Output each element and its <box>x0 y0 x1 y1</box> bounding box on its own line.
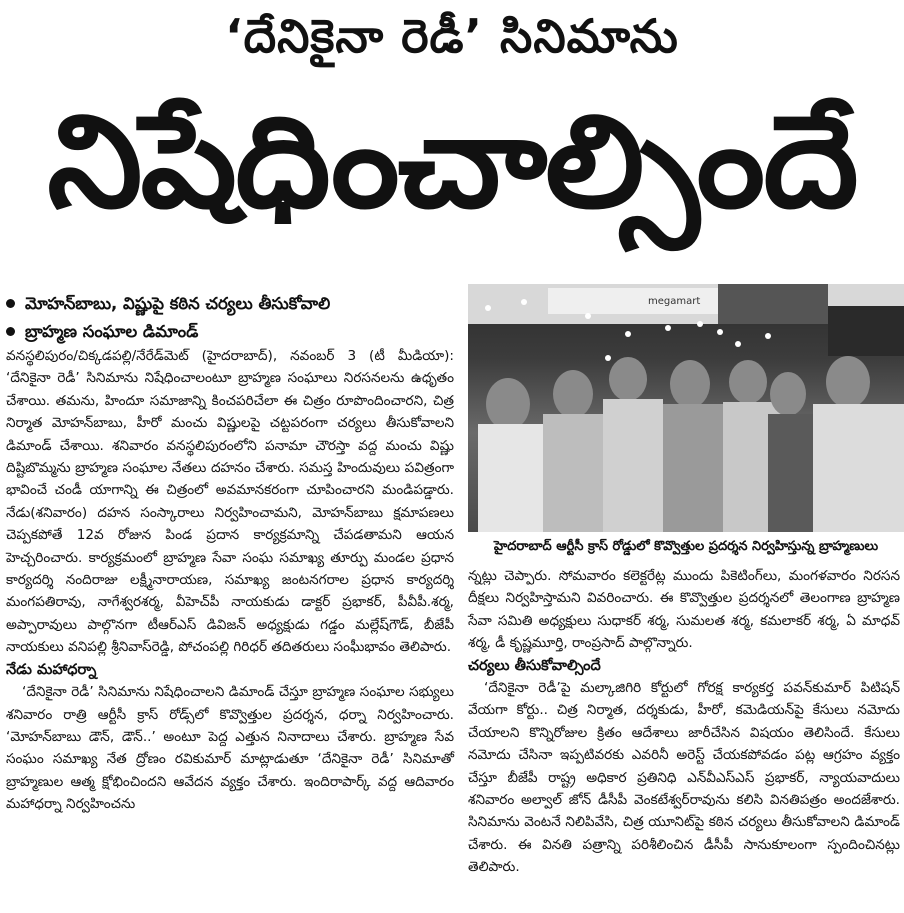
bullet-item <box>6 318 456 346</box>
left-column <box>6 345 454 816</box>
photo-signage: megamart <box>648 296 701 307</box>
body-paragraph: న్నట్లు చెప్పారు. సోమవారం కలెక్టరేట్ల ముందు పికెటింగ్‌లు, మంగళవారం నిరసన దీక్షలు నిర్వహిస్తామని వివరించారు. ఈ కొవ్వొత్తుల ప్రదర్శనలో తెలంగాణ బ్రాహ్మణ సేవా సమితి అధ్యక్షులు సుధాకర్ శర్మ, సుమలత శర్మ, కమలాకర్ శర్మ, ఏ మాధవ్ శర్మ, డీ కృష్ణమూర్తి, రాంప్రసాద్ పాల్గొన్నారు. <box>468 568 900 652</box>
candlelight-protest-image <box>468 284 904 532</box>
body-paragraph: ‘దేనికైనా రెడీ’ సినిమాను నిషేధించాలని డిమాండ్ చేస్తూ బ్రాహ్మణ సంఘాల సభ్యులు శనివారం రాత్రి ఆర్టీసీ క్రాస్ రోడ్స్‌లో కొవ్వొత్తుల ప్రదర్శన, ధర్నా నిర్వహించారు. ‘మోహన్‌బాబు డౌన్, డౌన్..’ అంటూ పెద్ద ఎత్తున నినాదాలు చేశారు. బ్రాహ్మణ సేవ సంఘం సమాఖ్య నేత ద్రోణం రవికుమార్ మాట్లాడుతూ ‘దేనికైనా రెడీ’ సినిమాతో బ్రాహ్మణుల ఆత్మ క్షోభించిందని ఆవేదన వ్యక్తం చేశారు. ఇందిరాపార్క్ వద్ద ఆదివారం మహాధర్నా నిర్వహించను <box>6 684 454 813</box>
body-paragraph: వనస్థలిపురం/చిక్కడపల్లి/నేరేడ్‌మెట్ (హైదరాబాద్), నవంబర్ 3 (టీ మీడియా): ‘దేనికైనా రెడీ’ సినిమాను నిషేధించాలంటూ బ్రాహ్మణ సంఘాలు నిరసనలను ఉధృతం చేశాయి. తమను, హిందూ సమాజాన్ని కించపరిచేలా ఈ చిత్రం రూపొందించారని, చిత్ర నిర్మాత మోహన్‌బాబు, హీరో మంచు విష్ణులపై చట్టపరంగా చర్యలు తీసుకోవాలని డిమాండ్ చేశాయి. శనివారం వనస్థలిపురంలోని పనామా చౌరస్తా వద్ద మంచు విష్ణు దిష్టిబొమ్మను బ్రాహ్మణ సంఘాల నేతలు దహనం చేశారు. సమస్త హిందువులు పవిత్రంగా భావించే చండీ యాగాన్ని ఈ చిత్రంలో అవమానకరంగా చూపించారని మండిపడ్డారు. నేడు(శనివారం) దహన సంస్కారాలు నిర్వహించామని, మోహన్‌బాబు క్షమాపణలు చెప్పకపోతే 12వ రోజున పిండ ప్రదాన కార్యక్రమాన్ని చేపడతామని ఆయన హెచ్చరించారు. కార్యక్రమంలో బ్రాహ్మణ సేవా సంఘ సమాఖ్య తూర్పు మండల ప్రధాన కార్యదర్శి నందిరాజు లక్ష్మీనారాయణ, సమాఖ్య జంటనగరాల ప్రధాన కార్యదర్శి మంగపతిరావు, నాగేశ్వరశర్మ, వీహెచ్‌పీ నాయకుడు డాక్టర్ ప్రభాకర్, పీవీపీ.శర్మ, అప్పారావులు పాల్గొనగా టీఆర్‌ఎస్ డివిజన్ అధ్యక్షుడు గడ్డం మల్లేష్‌గౌడ్, బీజేపీ నాయకులు వనిపల్లి శ్రీనివాస్‌రెడ్డి, పోచంపల్లి గిరిధర్ తదితరులు సంఘీభావం తెలిపారు. <box>6 348 454 656</box>
article-headline: నిషేధించాల్సిందే <box>47 88 857 237</box>
photo-caption: హైదరాబాద్ ఆర్టీసీ క్రాస్ రోడ్డులో కొవ్వొత్తుల ప్రదర్శన నిర్వహిస్తున్న బ్రాహ్మణులు <box>493 539 879 554</box>
summary-bullets <box>6 290 456 346</box>
subheading: చర్యలు తీసుకోవాల్సిందే <box>468 657 601 674</box>
bullet-dot-icon <box>6 327 15 336</box>
bullet-text: మోహన్‌బాబు, విష్ణుపై కఠిన చర్యలు తీసుకోవాలి <box>25 294 331 313</box>
right-column <box>468 565 900 879</box>
article-kicker: ‘దేనికైనా రెడీ’ సినిమాను <box>225 9 679 63</box>
news-photo <box>468 284 904 532</box>
bullet-text: బ్రాహ్మణ సంఘాల డిమాండ్ <box>25 322 199 341</box>
subheading: నేడు మహాధర్నా <box>6 661 97 678</box>
body-paragraph: ‘దేనికైనా రెడీ’పై మల్కాజిగిరి కోర్టులో గోరక్ష కార్యకర్త పవన్‌కుమార్ పిటిషన్ వేయగా కోర్టు.. చిత్ర నిర్మాత, దర్శకుడు, హీరో, కమెడియన్‌పై కేసులు నమోదు చేయాలని కొన్నిరోజుల క్రితం ఆదేశాలు జారీచేసిన విషయం తెలిసిందే. కేసులు నమోదు చేసినా ఇప్పటివరకు ఎవరినీ అరెస్ట్ చేయకపోవడం పట్ల ఆగ్రహం వ్యక్తం చేస్తూ బీజేపీ రాష్ట్ర అధికార ప్రతినిధి ఎన్‌వీఎస్‌ఎస్ ప్రభాకర్, న్యాయవాదులు శనివారం అల్వాల్ జోన్ డీసీపీ వెంకటేశ్వర్‌రావును కలిసి వినతిపత్రం అందజేశారు. సినిమాను వెంటనే నిలిపివేసి, చిత్ర యూనిట్‌పై కఠిన చర్యలు తీసుకోవాలని డిమాండ్ చేశారు. ఈ వినతి పత్రాన్ని పరిశీలించిన డీసీపీ సానుకూలంగా స్పందించినట్లు తెలిపారు. <box>468 680 900 876</box>
bullet-item <box>6 290 456 318</box>
bullet-dot-icon <box>6 299 15 308</box>
